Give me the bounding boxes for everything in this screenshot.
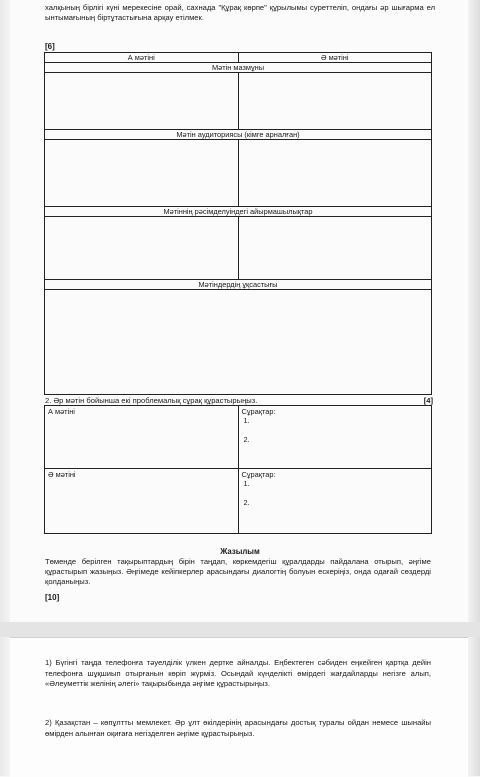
- questions-cell-a[interactable]: [238, 406, 432, 469]
- topic-option-2: 2) Қазақстан – көпұлтты мемлекет. Әр ұлт өкілдерінің арасындағы достық туралы ойдан немесе шынайы өмірден алынған оқиғаға негізделген әңгіме құрастырыңыз.: [45, 718, 431, 738]
- answer-cell-a[interactable]: [45, 73, 239, 130]
- answer-cell-b[interactable]: [238, 140, 432, 207]
- task2-prompt: 2. Әр мәтін бойынша екі проблемалық сұрақ құрастырыңыз.: [45, 396, 258, 405]
- column-b-header: Ә мәтіні: [238, 53, 432, 63]
- writing-task-text: Төменде берілген тақырыптардың бірін таңдап, көркемдегіш құралдарды пайдалана отырып, әңгіме құрастырып жазыңыз. Әңгімеде кейіпкерлер арасындағы диалогтің болуын ескеріңіз, онда одағай сөздерді қолданыңыз.: [45, 557, 431, 586]
- writing-section-title: Жазылым: [220, 547, 260, 556]
- answer-row: [45, 217, 432, 280]
- section-row: [45, 130, 432, 140]
- answer-cell-a[interactable]: [45, 140, 239, 207]
- text-b-label: Ә мәтіні: [45, 469, 239, 534]
- task2-heading: [45, 396, 433, 405]
- answer-cell-b[interactable]: [238, 73, 432, 130]
- question-number: 1.: [243, 479, 250, 488]
- section-differences: Мәтіннің рәсімделуіндегі айырмашылықтар: [45, 207, 432, 217]
- questions-row: [45, 469, 432, 534]
- intro-text: халқының бірлігі күні мерекесіне орай, сахнада "Құрақ көрпе" құрылымы суреттеліп, ондағы әр шығарма ел ынтымағының біртұтастығына арқау етілмек.: [45, 3, 435, 22]
- text-a-label: А мәтіні: [45, 406, 239, 469]
- section-row: [45, 280, 432, 290]
- table-header-row: [45, 53, 432, 63]
- questions-table: [44, 405, 432, 534]
- section-row: [45, 207, 432, 217]
- questions-label: Сұрақтар:: [241, 470, 276, 479]
- page-gap: [0, 622, 480, 637]
- section-similarity: Мәтіндердің ұқсастығы: [45, 280, 432, 290]
- answer-cell-b[interactable]: [238, 217, 432, 280]
- questions-cell-b[interactable]: [238, 469, 432, 534]
- task1-mark: [6]: [45, 42, 55, 51]
- writing-mark: [10]: [45, 593, 60, 602]
- answer-row: [45, 140, 432, 207]
- question-number: 1.: [243, 416, 250, 425]
- task2-mark: [4]: [423, 396, 433, 405]
- questions-row: [45, 406, 432, 469]
- comparison-table: [44, 52, 432, 395]
- question-number: 2.: [243, 435, 250, 444]
- section-content: Мәтін мазмұны: [45, 63, 432, 73]
- topic-option-1: 1) Бүгінгі таңда телефонға тәуелділік үлкен дертке айналды. Еңбектеген сәбиден еңкейген қартқа дейін телефонға шұқшиып отырғанын көріп жүрміз. Осындай күнделікті өмірдегі жағдайларды негізге алып, «Әлеуметтік желінің әлегі» тақырыбында әңгіме құрастырыңыз.: [45, 658, 431, 688]
- answer-row: [45, 73, 432, 130]
- section-audience: Мәтін аудиториясы (кімге арналған): [45, 130, 432, 140]
- column-a-header: А мәтіні: [45, 53, 239, 63]
- answer-row: [45, 290, 432, 395]
- question-number: 2.: [243, 498, 250, 507]
- answer-cell-a[interactable]: [45, 217, 239, 280]
- answer-cell-wide[interactable]: [45, 290, 432, 395]
- questions-label: Сұрақтар:: [241, 407, 276, 416]
- section-row: [45, 63, 432, 73]
